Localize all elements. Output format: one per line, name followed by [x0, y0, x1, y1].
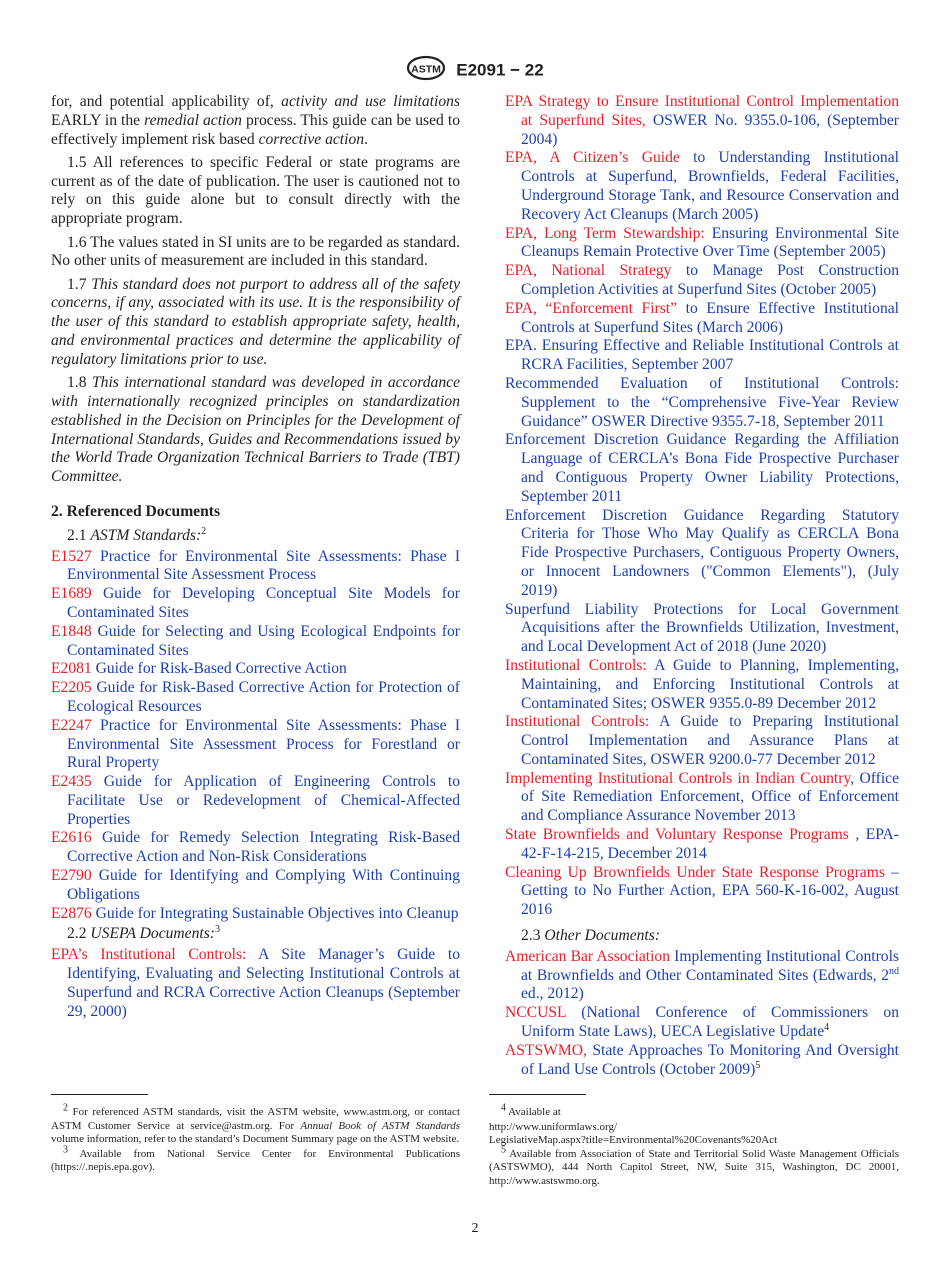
epa-ref-long-term-stewardship[interactable]: EPA, Long Term Stewardship: Ensuring Environmental Site Cleanups Remain Protective Over Time (September 2005) [505, 224, 899, 261]
footnote-marker-5: 5 [755, 1059, 761, 1071]
paragraph-1-8: 1.8 This international standard was developed in accordance with internationally recognized principles on standardization established in the Decision on Principles for the Development of International Standards, Guides and Recommendations issued by the World Trade Organization Technical Barriers to Trade (TBT) Committee. [51, 374, 460, 486]
footnote-rule [489, 1094, 586, 1095]
epa-ref-state-brownfields[interactable]: State Brownfields and Voluntary Response Programs , EPA-42-F-14-215, December 2014 [505, 826, 899, 862]
epa-reference-list [505, 93, 899, 920]
standard-designation: E2091 − 22 [456, 60, 544, 80]
footnote-marker-4: 4 [824, 1021, 830, 1033]
epa-ref-statutory-criteria[interactable]: Enforcement Discretion Guidance Regarding Statutory Criteria for Those Who May Qualify as CERCLA Bona Fide Prospective Purchasers, Contiguous Property Owners, or Innocent Landowners ("Common Elements"), (July 2019) [505, 506, 899, 599]
footnote-5: $^5$ Available from Association of State and Territorial Solid Waste Management Officials (ASTSWMO), 444 North Capitol Street, NW, Suite 315, Washington, DC 20001, http://www.astswmo.org. [489, 1143, 899, 1187]
footnote-4-url-line-1[interactable]: http://www.uniformlaws.org/ [489, 1120, 618, 1133]
footnote-3: $^3$ Available from National Service Center for Environmental Publications (https://.nepis.epa.gov). [51, 1143, 460, 1173]
astm-ref-e1527[interactable]: E1527 Practice for Environmental Site Assessments: Phase I Environmental Site Assessment Process [51, 547, 461, 584]
other-ref-astswmo[interactable]: ASTSWMO, State Approaches To Monitoring And Oversight of Land Use Controls (October 2009)$^5$ [505, 1041, 899, 1078]
astm-reference-list [51, 548, 460, 924]
page-header [0, 55, 950, 86]
right-column [505, 93, 899, 1079]
astm-ref-e2205[interactable]: E2205 Guide for Risk-Based Corrective Action for Protection of Ecological Resources [51, 679, 460, 715]
epa-ref-site-managers-guide[interactable]: EPA’s Institutional Controls: A Site Manager’s Guide to Identifying, Evaluating and Selecting Institutional Controls at Superfund and RCRA Corrective Action Cleanups (September 29, 2000) [51, 946, 460, 1020]
epa-ref-strategy[interactable]: EPA Strategy to Ensure Institutional Control Implementation at Superfund Sites, OSWER No. 9355.0-106, (September 2004) [505, 93, 899, 148]
footnote-4-url-line-2[interactable]: LegislativeMap.aspx?title=Environmental%20Covenants%20Act [489, 1134, 778, 1146]
intro-paragraph: for, and potential applicability of, activity and use limitations EARLY in the remedial action process. This guide can be used to effectively implement risk based corrective action. [51, 93, 460, 148]
footnotes-right [489, 1094, 899, 1189]
astm-ref-e2435[interactable]: E2435 Guide for Application of Engineering Controls to Facilitate Use or Redevelopment of Chemical-Affected Properties [51, 773, 460, 828]
epa-ref-cleaning-up-brownfields[interactable]: Cleaning Up Brownfields Under State Response Programs – Getting to No Further Action, EPA 560-K-16-002, August 2016 [505, 863, 899, 919]
footnote-rule [51, 1094, 148, 1095]
other-ref-nccusl[interactable]: NCCUSL (National Conference of Commissioners on Uniform State Laws), UECA Legislative Update$^4$ [505, 1004, 899, 1041]
epa-ref-local-government[interactable]: Superfund Liability Protections for Local Government Acquisitions after the Brownfields Utilization, Investment, and Local Development Act of 2018 (June 2020) [505, 600, 899, 656]
svg-text:ASTM: ASTM [411, 63, 442, 76]
epa-ref-ic-planning-guide[interactable]: Institutional Controls: A Guide to Planning, Implementing, Maintaining, and Enforcing Institutional Controls at Contaminated Sites; OSWER 9355.0-89 December 2012 [505, 656, 899, 712]
epa-ref-national-strategy[interactable]: EPA, National Strategy to Manage Post Construction Completion Activities at Superfund Sites (October 2005) [505, 262, 899, 298]
astm-ref-e1848[interactable]: E1848 Guide for Selecting and Using Ecological Endpoints for Contaminated Sites [51, 622, 460, 659]
astm-ref-e2790[interactable]: E2790 Guide for Identifying and Complying With Continuing Obligations [51, 867, 460, 903]
paragraph-1-6: 1.6 The values stated in SI units are to be regarded as standard. No other units of measurement are included in this standard. [51, 233, 460, 270]
section-heading-referenced-documents: 2. Referenced Documents [51, 502, 221, 520]
subsection-usepa-documents: 2.2 USEPA Documents:$^3$ [67, 924, 220, 943]
epa-ref-enforcement-first[interactable]: EPA, “Enforcement First” to Ensure Effective Institutional Controls at Superfund Sites (March 2006) [505, 299, 899, 336]
epa-ref-affiliation-language[interactable]: Enforcement Discretion Guidance Regarding the Affiliation Language of CERCLA’s Bona Fide Prospective Purchaser and Contiguous Property Owner Liability Protections, September 2011 [505, 431, 899, 505]
footnotes-left [51, 1094, 460, 1176]
paragraph-1-5: 1.5 All references to specific Federal or state programs are current as of the date of publication. The user is cautioned not to rely on this guide alone but to consult directly with the appropriate program. [51, 153, 460, 228]
footnote-4: $^4$ Available at [501, 1102, 561, 1118]
epa-ref-ic-assurance-plans[interactable]: Institutional Controls: A Guide to Preparing Institutional Control Implementation and Assurance Plans at Contaminated Sites, OSWER 9200.0-77 December 2012 [505, 713, 899, 768]
epa-ref-citizens-guide[interactable]: EPA, A Citizen’s Guide to Understanding Institutional Controls at Superfund, Brownfields, Federal Facilities, Underground Storage Tank, and Resource Conservation and Recovery Act Cleanups (March 2005) [505, 149, 899, 223]
footnote-2: $^2$ For referenced ASTM standards, visit the ASTM website, www.astm.org, or contact ASTM Customer Service at service@astm.org. For Annual Book of ASTM Standards volume information, refer to the standard’s Document Summary page on the ASTM website. [51, 1102, 460, 1145]
epa-ref-rcra-facilities[interactable]: EPA. Ensuring Effective and Reliable Institutional Controls at RCRA Facilities, September 2007 [505, 337, 899, 374]
astm-ref-e2247[interactable]: E2247 Practice for Environmental Site Assessments: Phase I Environmental Site Assessment Process for Forestland or Rural Property [51, 716, 461, 772]
subsection-other-documents: 2.3 Other Documents: [521, 927, 661, 945]
astm-ref-e2616[interactable]: E2616 Guide for Remedy Selection Integrating Risk-Based Corrective Action and Non-Risk Considerations [51, 829, 460, 866]
epa-ref-indian-country[interactable]: Implementing Institutional Controls in Indian Country, Office of Site Remediation Enforcement, Office of Enforcement and Compliance Assurance November 2013 [505, 769, 899, 825]
subsection-astm-standards: 2.1 ASTM Standards:$^2$ [67, 525, 207, 544]
astm-ref-e2876[interactable]: E2876 Guide for Integrating Sustainable Objectives into Cleanup [51, 904, 459, 922]
other-reference-list [505, 948, 899, 1080]
astm-logo-icon [406, 55, 446, 86]
other-ref-american-bar-association[interactable]: American Bar Association Implementing Institutional Controls at Brownfields and Other Contaminated Sites (Edwards, 2nd ed., 2012) [505, 947, 899, 1003]
page-number: 2 [471, 1221, 479, 1236]
epa-ref-recommended-evaluation[interactable]: Recommended Evaluation of Institutional Controls: Supplement to the “Comprehensive Five-Year Review Guidance” OSWER Directive 9355.7-18, September 2011 [505, 374, 899, 430]
astm-ref-e2081[interactable]: E2081 Guide for Risk-Based Corrective Action [51, 660, 347, 678]
paragraph-1-7: 1.7 This standard does not purport to address all of the safety concerns, if any, associated with its use. It is the responsibility of the user of this standard to establish appropriate safety, health, and environmental practices and determine the applicability of regulatory limitations prior to use. [51, 275, 461, 368]
left-column [51, 93, 460, 1021]
astm-ref-e1689[interactable]: E1689 Guide for Developing Conceptual Site Models for Contaminated Sites [51, 585, 460, 621]
